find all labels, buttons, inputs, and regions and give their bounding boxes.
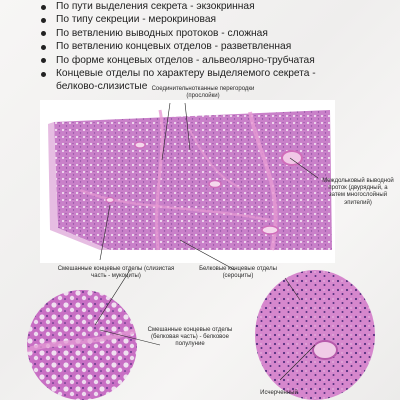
list-item: По пути выделения секрета - экзокринная (38, 0, 316, 13)
serous-glands-inset (255, 270, 375, 400)
mixed-glands-label: Смешанные концевые отделы (слизистая часть - мукоциты) (57, 266, 175, 280)
serous-glands-label: Белковые концевые отделы (сероциты) (199, 266, 277, 280)
list-item: Концевые отделы по характеру выделяемого секрета - (38, 67, 316, 80)
mixed-glands-inset (27, 290, 137, 400)
list-item: По ветвлению концевых отделов - разветвленная (38, 40, 316, 53)
duct-label: Междольковый выводной проток (двурядный, а затем многослойный эпителий) (322, 178, 394, 206)
list-item-continuation: белково-слизистые (56, 81, 148, 93)
mixed-protein-label: Смешанные концевые отделы (белковая часть) - белковое полулуние (147, 327, 233, 348)
list-item: По форме концевых отделов - альвеолярно-трубчатая (38, 54, 316, 67)
list-item: По типу секреции - мерокриновая (38, 13, 316, 26)
list-item: По ветвлению выводных протоков - сложная (38, 27, 316, 40)
histology-section-image (40, 100, 335, 263)
septa-label: Соединительнотканные перегородки (прослойки) (151, 86, 255, 100)
striated-duct-label: Исчерченный (260, 390, 298, 396)
classification-list (38, 0, 316, 94)
